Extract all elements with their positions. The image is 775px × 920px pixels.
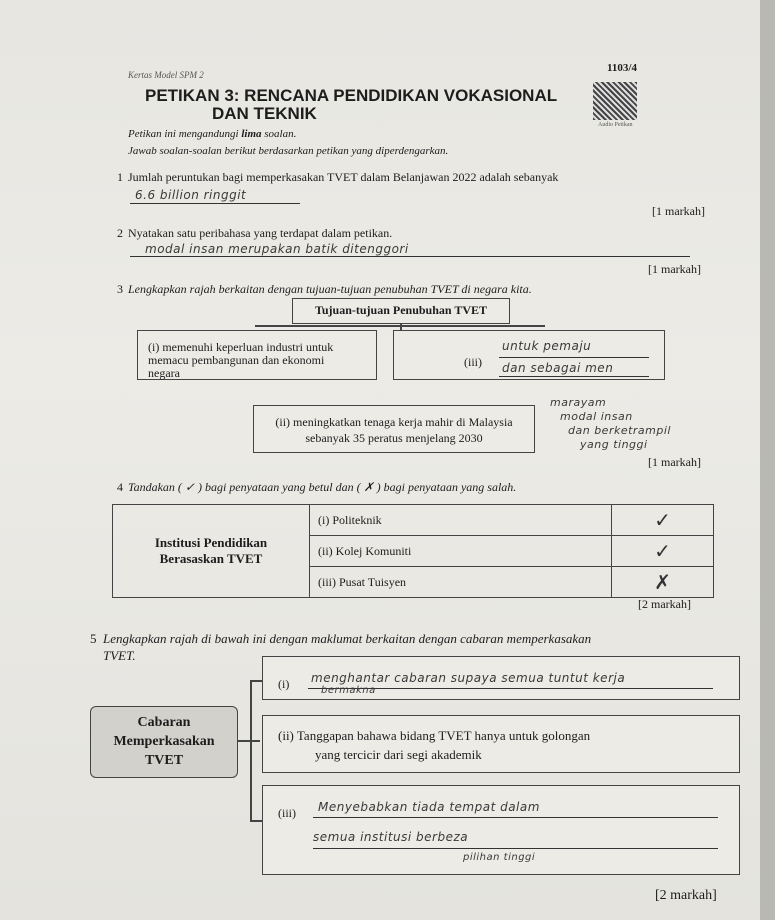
q1-text: Jumlah peruntukan bagi memperkasakan TVET dalam Belanjawan 2022 adalah sebanyak (128, 170, 559, 184)
series-label: Kertas Model SPM 2 (128, 70, 204, 80)
passage-title-line1: PETIKAN 3: RENCANA PENDIDIKAN VOKASIONAL (145, 86, 558, 105)
q5-iii-answer1[interactable]: Menyebabkan tiada tempat dalam (318, 800, 540, 814)
qr-code-icon[interactable] (593, 82, 637, 120)
q4-option-cell: (i) Politeknik (310, 505, 612, 536)
q5-iii-answer3[interactable]: pilihan tinggi (463, 852, 536, 863)
q5-center-line3: TVET (144, 753, 184, 768)
q2-text: Nyatakan satu peribahasa yang terdapat dalam petikan. (128, 226, 393, 240)
q5-ii-line2: yang tercicir dari segi akademik (315, 747, 482, 762)
q3-box-i (137, 330, 377, 380)
q3-side-note2: modal insan (560, 410, 633, 423)
q3-box-ii (253, 405, 535, 453)
q3-iii-line2 (499, 376, 649, 377)
q3-side-note4: yang tinggi (580, 438, 648, 451)
q1-number: 1 (117, 170, 123, 184)
q3-iii-line1 (499, 357, 649, 358)
intro-line1 (128, 128, 296, 140)
passage-title-line2: DAN TEKNIK (212, 104, 317, 123)
q5-box-i (262, 656, 740, 700)
q3-i-line2: memacu pembangunan dan ekonomi (148, 353, 325, 367)
q5-i-answer1[interactable]: menghantar cabaran supaya semua tuntut kerja (311, 671, 626, 685)
q3-i-line3: negara (148, 366, 180, 380)
intro-line2: Jawab soalan-soalan berikut berdasarkan petikan yang diperdengarkan. (128, 145, 449, 157)
q3-mark: [1 markah] (648, 455, 701, 469)
q4-table (112, 504, 714, 598)
q3-number: 3 (117, 282, 123, 296)
intro-text: Petikan ini mengandungi (128, 128, 242, 140)
q5-center-line1: Cabaran (137, 715, 191, 730)
q4-option-cell: (ii) Kolej Komuniti (310, 536, 612, 567)
q4-text: Tandakan ( ✓ ) bagi penyataan yang betul dan ( ✗ ) bagi penyataan yang salah. (128, 480, 517, 494)
q3-header-box: Tujuan-tujuan Penubuhan TVET (292, 298, 510, 324)
q3-iii-answer1[interactable]: untuk pemaju (502, 339, 592, 353)
q5-connector-i (250, 680, 262, 682)
q4-option-cell: (iii) Pusat Tuisyen (310, 567, 612, 598)
q2-mark: [1 markah] (648, 262, 701, 276)
q2-answer[interactable]: modal insan merupakan batik ditenggori (145, 242, 409, 256)
q5-center-line2: Memperkasakan (113, 734, 215, 749)
q5-i-label: (i) (278, 677, 290, 691)
q3-side-note1: marayam (550, 396, 607, 409)
q3-ii-line1: (ii) meningkatkan tenaga kerja mahir di Malaysia (275, 415, 513, 429)
q5-i-answer2[interactable]: bermakna (321, 685, 376, 696)
q5-text-line1: Lengkapkan rajah di bawah ini dengan maklumat berkaitan dengan cabaran memperkasakan (103, 631, 592, 646)
q4-check-1[interactable]: ✓ (612, 505, 714, 536)
q5-box-ii (262, 715, 740, 773)
q4-left-line1: Institusi Pendidikan (154, 535, 268, 550)
q5-number: 5 (90, 631, 97, 646)
q1-answer[interactable]: 6.6 billion ringgit (135, 188, 247, 202)
q1-answer-line (130, 203, 300, 204)
q5-connector-iii (250, 820, 262, 822)
q5-center-box (90, 706, 238, 778)
q4-mark: [2 markah] (638, 597, 691, 611)
q5-connector-ii (238, 740, 260, 742)
q4-left-line2: Berasaskan TVET (159, 551, 263, 566)
q3-ii-line2: sebanyak 35 peratus menjelang 2030 (305, 431, 483, 445)
q5-mark: [2 markah] (655, 888, 717, 903)
intro-text-end: soalan. (261, 128, 297, 140)
q5-iii-answer2[interactable]: semua institusi berbeza (313, 830, 469, 844)
q4-check-3[interactable]: ✗ (612, 567, 714, 598)
paper-code: 1103/4 (607, 62, 637, 74)
intro-bold: lima (241, 128, 262, 140)
q3-box-iii (393, 330, 665, 380)
q3-iii-label: (iii) (464, 355, 482, 369)
q5-ii-line1: (ii) Tanggapan bahawa bidang TVET hanya untuk golongan (278, 728, 591, 743)
q3-text: Lengkapkan rajah berkaitan dengan tujuan-tujuan penubuhan TVET di negara kita. (128, 282, 532, 296)
q2-answer-line (130, 256, 690, 257)
q5-connector-v (250, 680, 252, 820)
q5-iii-line2 (313, 848, 718, 849)
q4-left-cell (113, 505, 310, 598)
q1-mark: [1 markah] (652, 204, 705, 218)
q3-connector-h (255, 325, 545, 327)
q2-number: 2 (117, 226, 123, 240)
q5-iii-line1 (313, 817, 718, 818)
q3-iii-answer2[interactable]: dan sebagai men (502, 361, 614, 375)
q4-check-2[interactable]: ✓ (612, 536, 714, 567)
qr-label: Audio Petikan (598, 122, 633, 128)
q3-i-line1: (i) memenuhi keperluan industri untuk (148, 340, 334, 354)
q5-iii-label: (iii) (278, 806, 296, 820)
q5-text-line2: TVET. (103, 648, 136, 663)
q4-number: 4 (117, 480, 123, 494)
q4-row-1 (113, 505, 714, 536)
q5-box-iii (262, 785, 740, 875)
q3-side-note3: dan berketrampil (568, 424, 671, 437)
